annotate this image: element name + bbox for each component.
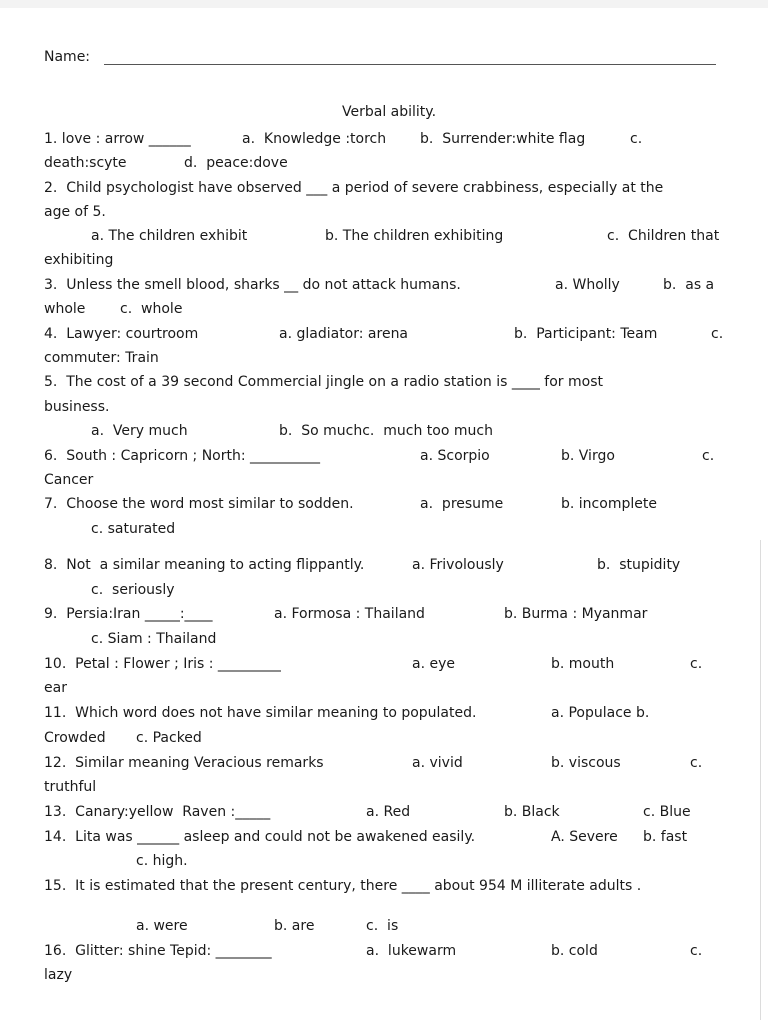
worksheet-text-line: 15. It is estimated that the present century, there ____ about 954 M illiterate adults . (44, 878, 642, 894)
worksheet-text-line: d. peace:dove (184, 155, 288, 171)
worksheet-text-line: b. incomplete (561, 496, 657, 512)
worksheet-text-line: c. seriously (91, 582, 175, 598)
worksheet-text-line: commuter: Train (44, 350, 159, 366)
worksheet-text-line: c. high. (136, 853, 188, 869)
worksheet-text-line: 4. Lawyer: courtroom (44, 326, 199, 342)
worksheet-text-line: lazy (44, 967, 73, 983)
worksheet-text-line: b. So muchc. much too much (279, 423, 493, 439)
worksheet-text-line: a. Wholly (555, 277, 620, 293)
worksheet-text-line: 1. love : arrow ______ (44, 131, 191, 147)
worksheet-text-line: a. lukewarm (366, 943, 457, 959)
worksheet-text-line: a. presume (420, 496, 504, 512)
worksheet-text-line: 11. Which word does not have similar meaning to populated. (44, 705, 477, 721)
name-blank-line (104, 64, 716, 65)
page-edge-line (760, 540, 761, 1020)
worksheet-text-line: b. as a (663, 277, 715, 293)
worksheet-text-line: c. (630, 131, 643, 147)
worksheet-text-line: c. (702, 448, 715, 464)
worksheet-text-line: b. viscous (551, 755, 621, 771)
worksheet-text-line: a. were (136, 918, 188, 934)
worksheet-text-line: 9. Persia:Iran _____:____ (44, 606, 213, 622)
worksheet-text-line: b. are (274, 918, 315, 934)
worksheet-text-line: 7. Choose the word most similar to sodden. (44, 496, 354, 512)
worksheet-text-line: b. Surrender:white flag (420, 131, 586, 147)
worksheet-text-line: Cancer (44, 472, 94, 488)
worksheet-text-line: 12. Similar meaning Veracious remarks (44, 755, 324, 771)
worksheet-text-line: c. saturated (91, 521, 176, 537)
worksheet-text-line: death:scyte (44, 155, 127, 171)
worksheet-text-line: b. cold (551, 943, 598, 959)
worksheet-text-line: a. Very much (91, 423, 188, 439)
worksheet-text-line: 13. Canary:yellow Raven :_____ (44, 804, 271, 820)
worksheet-text-line: 14. Lita was ______ asleep and could not be awakened easily. (44, 829, 476, 845)
worksheet-text-line: c. (711, 326, 724, 342)
worksheet-text-line: b. Participant: Team (514, 326, 658, 342)
worksheet-text-line: b. Virgo (561, 448, 615, 464)
worksheet-text-line: b. Burma : Myanmar (504, 606, 648, 622)
worksheet-text-line: a. Populace b. (551, 705, 650, 721)
worksheet-text-line: a. eye (412, 656, 455, 672)
worksheet-text-line: 6. South : Capricorn ; North: __________ (44, 448, 321, 464)
worksheet-text-line: a. vivid (412, 755, 463, 771)
worksheet-text-line: business. (44, 399, 110, 415)
worksheet-text-line: 10. Petal : Flower ; Iris : _________ (44, 656, 281, 672)
worksheet-text-line: c. whole (120, 301, 183, 317)
worksheet-text-line: c. Siam : Thailand (91, 631, 217, 647)
worksheet-text-line: truthful (44, 779, 97, 795)
worksheet-text-line: c. Children that (607, 228, 720, 244)
worksheet-text-line: 2. Child psychologist have observed ___ a period of severe crabbiness, especially at the (44, 180, 664, 196)
worksheet-text-line: b. Black (504, 804, 560, 820)
worksheet-text-line: c. Packed (136, 730, 202, 746)
worksheet-text-line: c. (690, 755, 703, 771)
worksheet-text-line: b. mouth (551, 656, 615, 672)
worksheet-text-line: A. Severe (551, 829, 618, 845)
worksheet-text-line: exhibiting (44, 252, 114, 268)
worksheet-text-line: a. gladiator: arena (279, 326, 409, 342)
worksheet-text-line: a. The children exhibit (91, 228, 248, 244)
worksheet-text-line: b. stupidity (597, 557, 681, 573)
worksheet-text-line: a. Scorpio (420, 448, 490, 464)
worksheet-text-line: b. The children exhibiting (325, 228, 504, 244)
worksheet-text-line: Crowded (44, 730, 106, 746)
worksheet-text-line: c. Blue (643, 804, 691, 820)
worksheet-text-line: c. (690, 943, 703, 959)
worksheet-text-line: whole (44, 301, 86, 317)
worksheet-text-line: 16. Glitter: shine Tepid: ________ (44, 943, 272, 959)
top-edge (0, 0, 768, 8)
worksheet-text-line: a. Red (366, 804, 411, 820)
worksheet-text-line: age of 5. (44, 204, 106, 220)
worksheet-text-line: a. Formosa : Thailand (274, 606, 425, 622)
name-label: Name: (44, 49, 91, 65)
page-title: Verbal ability. (342, 104, 437, 120)
worksheet-text-line: 8. Not a similar meaning to acting flippantly. (44, 557, 365, 573)
worksheet-text-line: 5. The cost of a 39 second Commercial jingle on a radio station is ____ for most (44, 374, 603, 390)
worksheet-text-line: b. fast (643, 829, 688, 845)
worksheet-text-line: c. (690, 656, 703, 672)
worksheet-text-line: ear (44, 680, 67, 696)
worksheet-text-line: a. Frivolously (412, 557, 504, 573)
worksheet-text-line: 3. Unless the smell blood, sharks __ do not attack humans. (44, 277, 461, 293)
worksheet-text-line: c. is (366, 918, 399, 934)
worksheet-text-line: a. Knowledge :torch (242, 131, 387, 147)
